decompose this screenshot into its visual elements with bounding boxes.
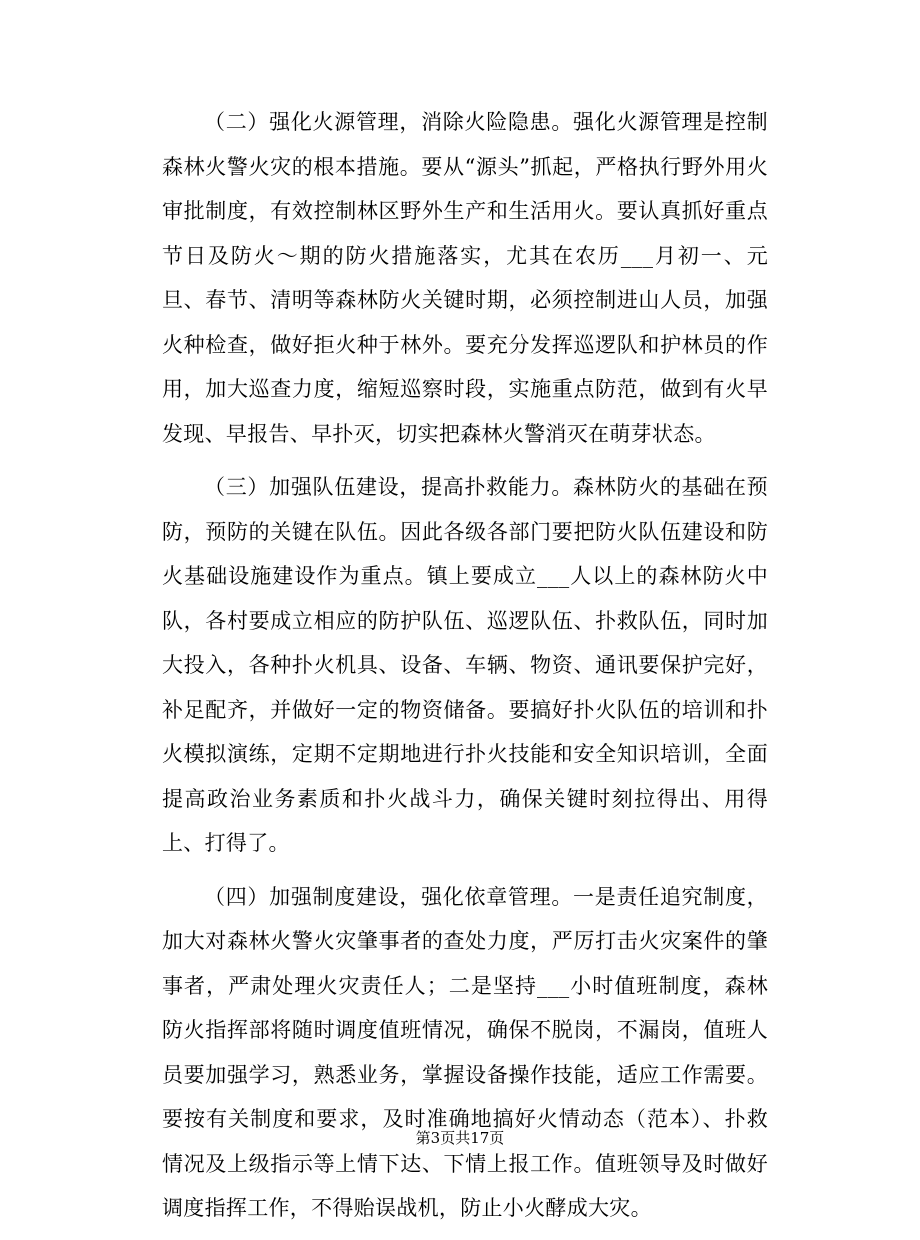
page-number-footer: 第3页共17页	[415, 1129, 505, 1147]
document-body	[162, 100, 768, 1240]
paragraph-fire-source-management: （二）强化火源管理，消除火险隐患。强化火源管理是控制森林火警火灾的根本措施。要从“源头”抓起，严格执行野外用火审批制度，有效控制林区野外生产和生活用火。要认真抓好重点节日及防火～期的防火措施落实，尤其在农历___月初一、元旦、春节、清明等森林防火关键时期，必须控制进山人员，加强火种检查，做好拒火种于林外。要充分发挥巡逻队和护林员的作用，加大巡查力度，缩短巡察时段，实施重点防范，做到有火早发现、早报告、早扑灭，切实把森林火警消灭在萌芽状态。	[162, 110, 768, 446]
paragraph-team-building: （三）加强队伍建设，提高扑救能力。森林防火的基础在预防，预防的关键在队伍。因此各级各部门要把防火队伍建设和防火基础设施建设作为重点。镇上要成立___人以上的森林防火中队，各村要成立相应的防护队伍、巡逻队伍、扑救队伍，同时加大投入，各种扑火机具、设备、车辆、物资、通讯要保护完好，补足配齐，并做好一定的物资储备。要搞好扑火队伍的培训和扑火模拟演练，定期不定期地进行扑火技能和安全知识培训，全面提高政治业务素质和扑火战斗力，确保关键时刻拉得出、用得上、打得了。	[162, 475, 768, 855]
paragraph-system-building: （四）加强制度建设，强化依章管理。一是责任追究制度，加大对森林火警火灾肇事者的查处力度，严厉打击火灾案件的肇事者，严肃处理火灾责任人；二是坚持___小时值班制度，森林防火指挥部将随时调度值班情况，确保不脱岗，不漏岗，值班人员要加强学习，熟悉业务，掌握设备操作技能，适应工作需要。要按有关制度和要求，及时准确地搞好火情动态（范本）、扑救情况及上级指示等上情下达、下情上报工作。值班领导及时做好调度指挥工作，不得贻误战机，防止小火酵成大灾。	[162, 884, 768, 1220]
